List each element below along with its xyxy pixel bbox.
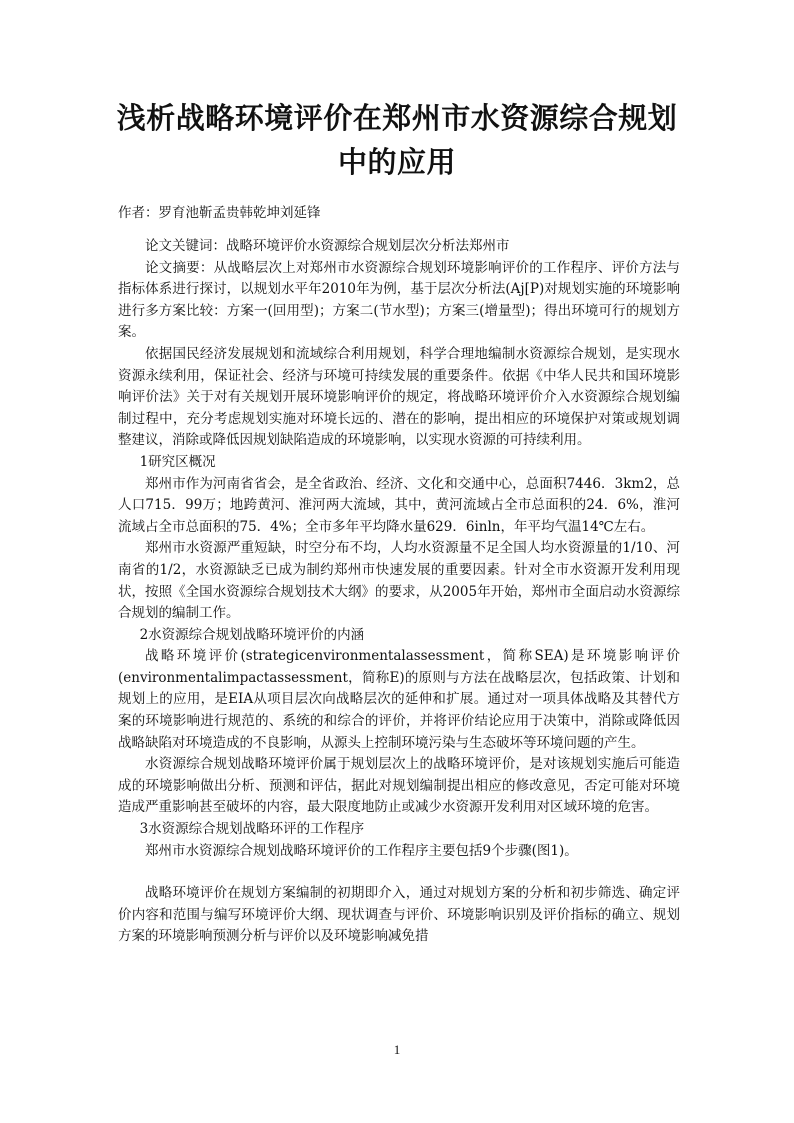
intro-paragraph: 依据国民经济发展规划和流域综合利用规划，科学合理地编制水资源综合规划，是实现水资源永续利用，保证社会、经济与环境可持续发展的重要条件。依据《中华人民共和国环境影响评价法》关于对有关规划开展环境影响评价的规定，将战略环境评价介入水资源综合规划编制过程中，充分考虑规划实施对环境长远的、潜在的影响，提出相应的环境保护对策或规划调整建议，消除或降低因规划缺陷造成的环境影响，以实现水资源的可持续利用。	[118, 345, 680, 449]
author-line: 作者：罗育池靳孟贵韩乾坤刘延锋	[118, 205, 321, 221]
keywords-paragraph: 论文关键词：战略环境评价水资源综合规划层次分析法郑州市	[145, 238, 510, 254]
body-paragraph: 战略环境评价(strategicenvironmentalassessment，简称SEA)是环境影响评价(environmentalimpactassessment，简称E)的原则与方法在战略层次，包括政策、计划和规划上的应用，是EIA从项目层次向战略层次的延伸和扩展。通过对一项具体战略及其替代方案的环境影响进行规范的、系统的和综合的评价，并将评价结论应用于决策中，消除或降低因战略缺陷对环境造成的不良影响，从源头上控制环境污染与生态破坏等环境问题的产生。	[118, 648, 680, 751]
body-paragraph: 战略环境评价在规划方案编制的初期即介入，通过对规划方案的分析和初步筛选、确定评价内容和范围与编写环境评价大纲、现状调查与评价、环境影响识别及评价指标的确立、规划方案的环境影响预测分析与评价以及环境影响减免措	[118, 885, 680, 945]
section-heading-3: 3水资源综合规划战略环评的工作程序	[139, 821, 365, 838]
body-paragraph: 郑州市作为河南省省会，是全省政治、经济、文化和交通中心，总面积7446．3km2，总人口715．99万；地跨黄河、淮河两大流域，其中，黄河流域占全市总面积的24．6%，淮河流域占全市总面积的75．4%；全市多年平均降水量629．6inln，年平均气温14℃左右。	[118, 475, 680, 535]
section-heading-2: 2水资源综合规划战略环境评价的内涵	[139, 626, 365, 643]
page-number: 1	[393, 1042, 401, 1057]
document-body	[118, 236, 680, 948]
section-heading-1: 1研究区概况	[139, 453, 216, 470]
page-title: 浅析战略环境评价在郑州市水资源综合规划中的应用	[116, 101, 678, 179]
body-paragraph: 郑州市水资源严重短缺，时空分布不均，人均水资源量不足全国人均水资源量的1/10、河南省的1/2，水资源缺乏已成为制约郑州市快速发展的重要因素。针对全市水资源开发利用现状，按照《全国水资源综合规划技术大纲》的要求，从2005年开始，郑州市全面启动水资源综合规划的编制工作。	[118, 540, 680, 622]
abstract-paragraph: 论文摘要：从战略层次上对郑州市水资源综合规划环境影响评价的工作程序、评价方法与指标体系进行探讨，以规划水平年2010年为例，基于层次分析法(Aj[P)对规划实施的环境影响进行多方案比较：方案一(回用型)；方案二(节水型)；方案三(增量型)；得出环境可行的规划方案。	[118, 259, 680, 341]
body-paragraph: 郑州市水资源综合规划战略环境评价的工作程序主要包括9个步骤(图1)。	[145, 842, 578, 859]
body-paragraph: 水资源综合规划战略环境评价属于规划层次上的战略环境评价，是对该规划实施后可能造成的环境影响做出分析、预测和评估，据此对规划编制提出相应的修改意见，否定可能对环境造成严重影响甚至破坏的内容，最大限度地防止或减少水资源开发利用对区域环境的危害。	[118, 756, 680, 816]
